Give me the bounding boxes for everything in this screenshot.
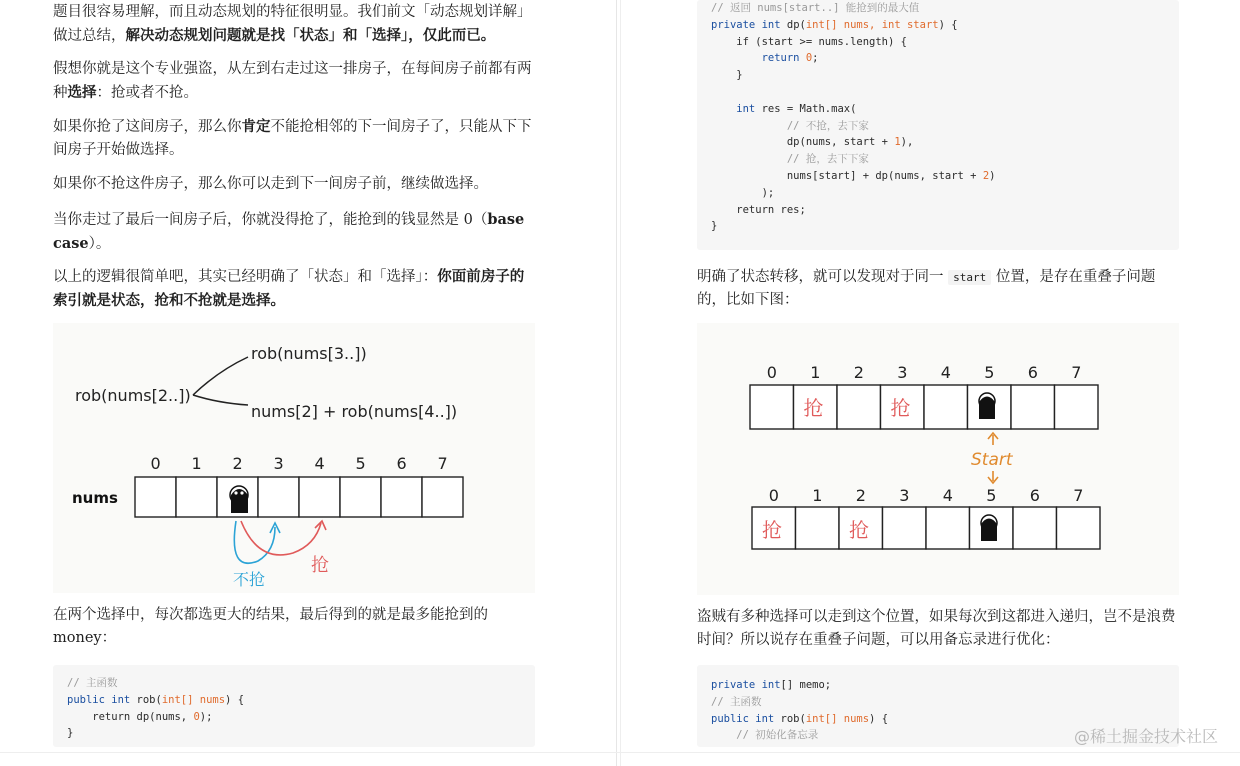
array-cell [1013,507,1057,549]
root-call-label: rob(nums[2..]) [75,386,191,405]
code-line: return dp(nums, 0); [67,710,213,723]
page-divider-shadow [620,0,621,766]
index-label: 2 [232,454,243,473]
index-label: 0 [150,454,161,473]
not-rob-label: 不抢 [233,570,266,589]
array-cell [1055,385,1099,429]
bottom-rule [0,752,1240,753]
paragraph-memo [697,606,1179,652]
array-cell [176,477,217,517]
index-label: 2 [853,363,864,382]
branch-line-bottom [193,395,248,405]
code-block-dp-function [697,0,1179,250]
rob-mark: 抢 [849,518,869,542]
code-line: private int dp(int[] nums, int start) { [711,18,958,31]
index-label: 3 [273,454,284,473]
rob-label: 抢 [311,555,329,576]
text: 如果你抢了这间房子，那么你 [53,119,242,135]
recursion-diagram [53,323,535,593]
index-label: 7 [437,454,448,473]
bold-text: 你面前房子的索引就是状态，抢和不抢就是选择。 [53,268,525,309]
text: ：抢或者不抢。 [96,85,198,101]
paragraph-robber [53,58,535,105]
code-line: public int rob(int[] nums) { [711,712,889,725]
array-cell [926,507,970,549]
text: 明确了状态转移，就可以发现对于同一 [697,269,949,285]
text: 在两个选择中，每次都选更大的结果，最后得到的就是最多能抢到的 money： [53,607,488,646]
array-cell [1011,385,1055,429]
bold-text: 解决动态规划问题就是找「状态」和「选择」，仅此而已。 [125,27,496,44]
bold-text: 选择 [67,84,97,101]
code-line: private int[] memo; [711,679,832,691]
index-label: 4 [942,486,953,505]
array-cell [340,477,381,517]
text: 题目很容易理解，而且动态规划的特征很明显。我们前文「动态规划详解」做过总结， [53,4,532,44]
rob-mark: 抢 [803,396,824,420]
index-labels [151,454,448,473]
array-cell [1057,507,1101,549]
array-cell [258,477,299,517]
paragraph-base-case [53,208,535,256]
index-label: 4 [940,363,951,382]
robber-icon-bottom [981,515,997,541]
index-label: 0 [766,363,777,382]
array-cell [837,385,881,429]
array-cell [135,477,176,517]
code-line: } [67,727,74,740]
start-arrow-down [988,471,998,483]
page-divider [616,0,617,766]
robber-icon [230,486,248,513]
array-cell [796,507,840,549]
array-cells-bottom [752,507,1100,549]
array-cell [299,477,340,517]
watermark: @稀土掘金技术社区 [1073,727,1218,746]
paragraph-dp-summary [53,1,535,48]
index-label: 6 [396,454,407,473]
paragraph-overlap [697,266,1179,312]
code-comment: // 返回 nums[start..] 能抢到的最大值 [711,2,920,14]
array-cell [422,477,463,517]
code-line: return 0; [711,52,819,65]
start-label: Start [971,450,1013,470]
not-rob-arrow [234,521,275,563]
index-label: 7 [1073,486,1084,505]
index-label: 5 [986,486,997,505]
nums-label: nums [72,489,118,507]
code-comment: // 不抢，去下家 [711,119,869,132]
code-line: } [711,69,743,82]
code-comment: // 主函数 [67,677,118,689]
code-comment: // 主函数 [711,695,762,708]
index-label: 5 [355,454,366,473]
index-labels-top [767,363,1082,382]
index-label: 7 [1071,363,1082,382]
code-block-main-function [53,665,535,747]
overlap-figure [697,323,1179,595]
code-line: public int rob(int[] nums) { [67,693,245,706]
index-label: 1 [810,363,821,382]
text: 位置，是存在重叠子问题的，比如下图： [697,269,1156,308]
branch-line-top [193,357,248,395]
index-label: 3 [899,486,910,505]
paragraph-rob-case [53,115,535,162]
code-line: int res = Math.max( [711,102,857,115]
index-label: 6 [1027,363,1038,382]
index-label: 1 [191,454,202,473]
start-arrow-up [988,433,998,445]
code-line: return res; [711,203,806,216]
array-cell [883,507,927,549]
code-line: dp(nums, start + 1), [711,136,914,149]
index-labels-bottom [769,486,1084,505]
text: 如果你不抢这件房子，那么你可以走到下一间房子前，继续做选择。 [53,176,488,192]
robber-icon-top [979,393,995,419]
branch-bottom-label: nums[2] + rob(nums[4..]) [251,402,458,421]
code-line: ); [711,186,775,199]
array-cell [750,385,794,429]
index-label: 4 [314,454,325,473]
code-comment: // 初始化备忘录 [711,729,819,742]
code-line: } [711,220,718,233]
text: 不能抢相邻的下一间房子了，只能从下下间房子开始做选择。 [53,119,532,158]
index-label: 1 [812,486,823,505]
recursion-figure [53,323,535,593]
text: 假想你就是这个专业强盗，从左到右走过这一排房子，在每间房子前都有两种 [53,61,532,101]
rob-arrow [241,521,321,555]
array-cell [381,477,422,517]
rob-mark: 抢 [762,518,782,542]
array-cells-top [750,385,1098,429]
rob-mark: 抢 [890,396,911,420]
inline-code: start [948,270,991,285]
array-cell [924,385,968,429]
text: ）。 [88,236,111,252]
index-label: 3 [897,363,908,382]
bold-text: base case [53,211,525,252]
index-label: 6 [1029,486,1040,505]
text: 盗贼有多种选择可以走到这个位置，如果每次到这都进入递归，岂不是浪费时间？所以说存在重叠子问题，可以用备忘录进行优化： [697,609,1176,648]
bold-text: 肯定 [241,118,271,135]
paragraph-state-choice [53,265,535,313]
code-line: nums[start] + dp(nums, start + 2) [711,169,996,182]
index-label: 0 [768,486,779,505]
branch-top-label: rob(nums[3..]) [251,344,367,363]
paragraph-money [53,604,535,650]
code-line: if (start >= nums.length) { [711,35,907,48]
array-cells [135,477,463,517]
overlap-diagram [697,323,1179,595]
index-label: 5 [984,363,995,382]
code-line [711,84,1165,101]
paragraph-no-rob-case [53,173,535,196]
text: 当你走过了最后一间房子后，你就没得抢了，能抢到的钱显然是 0（ [53,212,488,228]
code-comment: // 抢，去下下家 [711,153,869,166]
index-label: 2 [855,486,866,505]
text: 以上的逻辑很简单吧，其实已经明确了「状态」和「选择」： [53,269,438,285]
